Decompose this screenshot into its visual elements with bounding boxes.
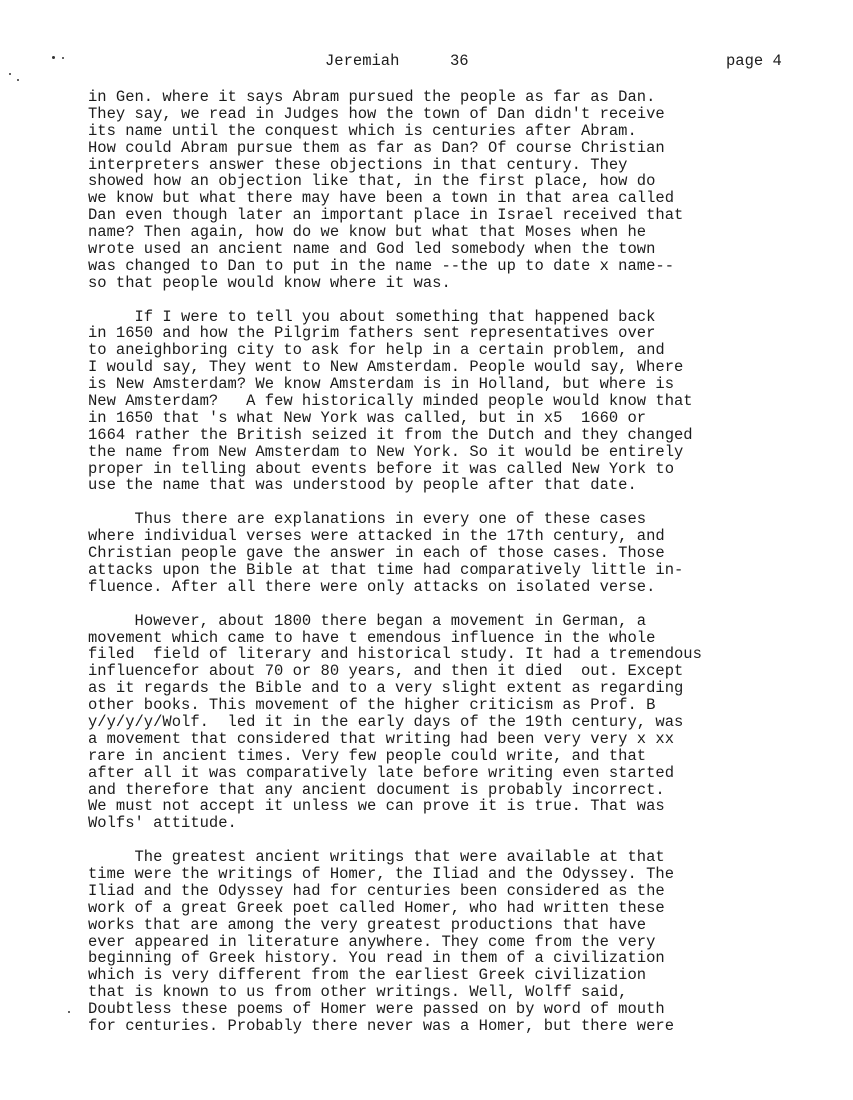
- text-line: in Gen. where it says Abram pursued the people as far as Dan.: [88, 88, 656, 106]
- text-line: The greatest ancient writings that were available at that: [88, 848, 665, 867]
- text-line: ever appeared in literature anywhere. They come from the very: [88, 932, 656, 951]
- text-line: for centuries. Probably there never was a Homer, but there were: [88, 1016, 674, 1035]
- text-line: proper in telling about events before it was called New York to: [88, 459, 674, 478]
- text-line: Wolfs' attitude.: [88, 814, 237, 833]
- text-line: is New Amsterdam? We know Amsterdam is in Holland, but where is: [88, 375, 674, 394]
- text-line: Christian people gave the answer in each of those cases. Those: [88, 544, 665, 563]
- text-line: after all it was comparatively late before writing even started: [88, 763, 674, 782]
- text-line: influencefor about 70 or 80 years, and then it died out. Except: [88, 662, 684, 681]
- paragraph: [88, 89, 788, 292]
- scan-speck: [68, 1011, 70, 1013]
- paragraph: [88, 613, 788, 833]
- text-line: so that people would know where it was.: [88, 273, 451, 292]
- text-line: filed field of literary and historical study. It had a tremendous: [88, 645, 702, 664]
- text-line: rare in ancient times. Very few people could write, and that: [88, 746, 647, 765]
- text-line: was changed to Dan to put in the name --the up to date x name--: [88, 256, 674, 275]
- text-line: fluence. After all there were only attacks on isolated verse.: [88, 577, 656, 596]
- header-number: 36: [450, 52, 469, 70]
- text-line: wrote used an ancient name and God led somebody when the town: [88, 240, 656, 259]
- text-line: interpreters answer these objections in that century. They: [88, 155, 628, 174]
- text-line: attacks upon the Bible at that time had comparatively little in-: [88, 560, 684, 579]
- text-line: as it regards the Bible and to a very slight extent as regarding: [88, 679, 684, 698]
- scan-speck: [17, 79, 19, 81]
- text-line: we know but what there may have been a town in that area called: [88, 189, 674, 208]
- text-line: showed how an objection like that, in the first place, how do: [88, 172, 656, 191]
- text-line: movement which came to have t emendous influence in the whole: [88, 628, 656, 647]
- text-line: 1664 rather the British seized it from the Dutch and they changed: [88, 425, 693, 444]
- text-line: a movement that considered that writing had been very very x xx: [88, 729, 674, 748]
- text-line: in 1650 and how the Pilgrim fathers sent representatives over: [88, 324, 656, 343]
- text-line: use the name that was understood by people after that date.: [88, 476, 637, 495]
- paragraph: [88, 511, 788, 595]
- text-line: works that are among the very greatest productions that have: [88, 915, 647, 934]
- text-line: How could Abram pursue them as far as Dan? Of course Christian: [88, 138, 665, 157]
- text-line: Thus there are explanations in every one of these cases: [88, 510, 647, 529]
- text-line: work of a great Greek poet called Homer, who had written these: [88, 898, 665, 917]
- text-line: Doubtless these poems of Homer were passed on by word of mouth: [88, 1000, 665, 1019]
- paragraph: [88, 309, 788, 495]
- text-line: its name until the conquest which is centuries after Abram.: [88, 121, 637, 140]
- text-line: I would say, They went to New Amsterdam. People would say, Where: [88, 358, 684, 377]
- text-line: time were the writings of Homer, the Iliad and the Odyssey. The: [88, 864, 674, 883]
- text-line: to aneighboring city to ask for help in a certain problem, and: [88, 341, 665, 360]
- text-line: They say, we read in Judges how the town of Dan didn't receive: [88, 104, 665, 123]
- page-header: [0, 52, 853, 74]
- paragraph: [88, 849, 788, 1035]
- text-line: name? Then again, how do we know but what that Moses when he: [88, 223, 647, 242]
- text-line: y/y/y/y/Wolf. led it in the early days of the 19th century, was: [88, 712, 684, 731]
- text-line: We must not accept it unless we can prove it is true. That was: [88, 797, 665, 816]
- text-line: Iliad and the Odyssey had for centuries been considered as the: [88, 881, 665, 900]
- text-line: where individual verses were attacked in the 17th century, and: [88, 527, 665, 546]
- text-line: other books. This movement of the higher criticism as Prof. B: [88, 696, 656, 715]
- text-line: If I were to tell you about something that happened back: [88, 307, 656, 326]
- text-line: and therefore that any ancient document is probably incorrect.: [88, 780, 665, 799]
- text-line: which is very different from the earliest Greek civilization: [88, 966, 647, 985]
- header-page-number: page 4: [726, 52, 782, 70]
- text-line: that is known to us from other writings. Well, Wolff said,: [88, 983, 628, 1002]
- text-line: beginning of Greek history. You read in them of a civilization: [88, 949, 665, 968]
- text-line: in 1650 that 's what New York was called, but in x5 1660 or: [88, 408, 647, 427]
- body-text: [88, 89, 788, 1052]
- header-title: Jeremiah: [325, 52, 400, 70]
- text-line: New Amsterdam? A few historically minded people would know that: [88, 392, 693, 411]
- text-line: the name from New Amsterdam to New York. So it would be entirely: [88, 442, 684, 461]
- text-line: Dan even though later an important place in Israel received that: [88, 206, 684, 225]
- text-line: However, about 1800 there began a movement in German, a: [88, 611, 647, 630]
